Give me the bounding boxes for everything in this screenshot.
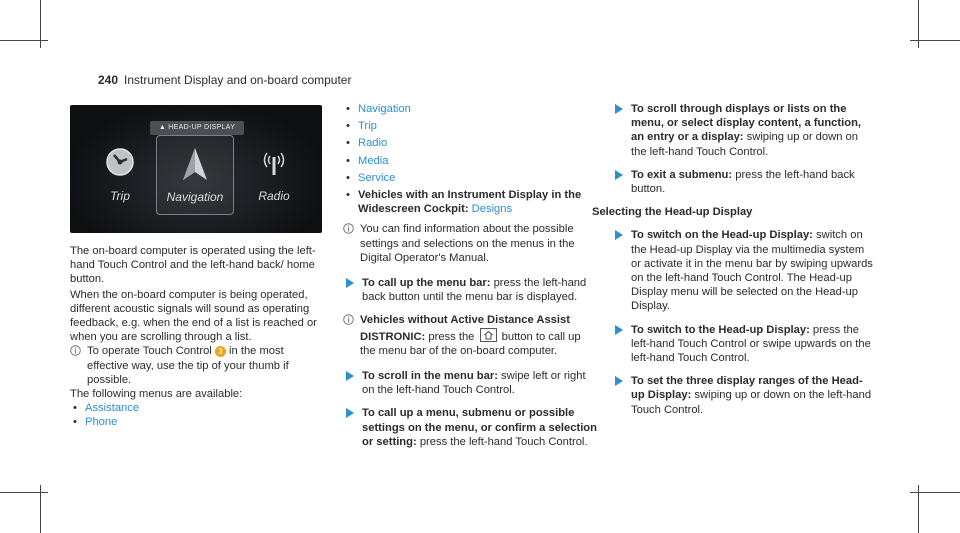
column-2 <box>343 102 599 449</box>
tile-label: Radio <box>258 189 290 203</box>
tile-navigation <box>156 135 234 215</box>
page-number: 240 <box>98 73 119 87</box>
tile-label: Trip <box>110 189 130 203</box>
instruction-step <box>343 369 599 397</box>
step-text: press the left-hand back button until the menu bar is displayed. <box>362 277 587 304</box>
note <box>343 313 599 358</box>
crop-mark <box>910 492 960 493</box>
step-title: To call up the menu bar: <box>362 277 491 290</box>
instruction-step <box>612 323 874 366</box>
paragraph: The on-board computer is operated using the left-hand Touch Control and the left-hand back/ home button. <box>70 245 316 286</box>
step-text: swipe left or right on the left-hand Touch Control. <box>362 370 586 397</box>
step-arrow-icon <box>615 230 623 240</box>
instruction-step <box>343 406 599 449</box>
menu-link-radio[interactable]: Radio <box>358 137 388 150</box>
touch-control-badge: 3 <box>215 346 226 357</box>
step-arrow-icon <box>615 170 623 180</box>
step-arrow-icon <box>346 371 354 381</box>
crop-mark <box>0 492 48 493</box>
menu-link-phone[interactable]: Phone <box>85 416 118 429</box>
menu-link-service[interactable]: Service <box>358 171 396 184</box>
step-text: switch on the Head-up Display via the multimedia system or activate it in the menu bar by swiping upwards on the left-hand Touch Control. The Head-up Display menu will be selected on the Head-up Display. <box>631 229 873 313</box>
tile-label: Navigation <box>166 190 224 204</box>
note-text: press the <box>428 330 475 343</box>
note-text: button to call up the menu bar of the on-board computer. <box>360 330 581 357</box>
trip-icon <box>103 145 137 179</box>
tile-trip <box>82 135 158 213</box>
list-item <box>343 102 599 116</box>
step-arrow-icon <box>615 325 623 335</box>
list-item <box>70 415 328 429</box>
menu-link-designs[interactable]: Designs <box>471 203 513 216</box>
list-item <box>343 119 599 133</box>
step-title: To call up a menu, submenu or possible settings on the menu, or confirm a selection or setting: <box>362 407 597 448</box>
note-text: in the most effective way, use the tip of your thumb if possible. <box>87 345 289 386</box>
column-3 <box>592 102 874 417</box>
note-text: To operate Touch Control <box>87 345 212 358</box>
step-title: To scroll in the menu bar: <box>362 370 498 383</box>
step-title: To set the three display ranges of the Head-up Display: <box>631 375 863 402</box>
crop-mark <box>910 40 960 41</box>
step-title: To switch on the Head-up Display: <box>631 229 813 242</box>
page-title: Instrument Display and on-board computer <box>124 73 352 87</box>
note-text: You can find information about the possible settings and selections on the menus in the Digital Operator's Manual. <box>360 223 575 264</box>
instruction-step <box>612 168 874 196</box>
column-1 <box>70 244 328 430</box>
info-icon <box>70 345 81 356</box>
note <box>343 222 599 265</box>
note-title: Vehicles without Active Distance Assist DISTRONIC: <box>360 314 570 343</box>
menu-link-navigation[interactable]: Navigation <box>358 103 411 115</box>
step-title: To scroll through displays or lists on the menu, or select display content, a function, an entry or a display: <box>631 103 862 144</box>
list-item <box>343 136 599 150</box>
info-icon <box>343 314 354 325</box>
info-icon <box>343 223 354 234</box>
menu-link-media[interactable]: Media <box>358 154 389 167</box>
page-header <box>98 73 351 87</box>
step-arrow-icon <box>615 104 623 114</box>
paragraph: The following menus are available: <box>70 388 243 401</box>
step-arrow-icon <box>346 278 354 288</box>
instruction-step <box>612 374 874 417</box>
tile-radio <box>236 135 312 213</box>
step-text: press the left-hand Touch Control or swipe upwards on the left-hand Touch Control. <box>631 323 871 365</box>
section-heading: Selecting the Head-up Display <box>592 206 753 219</box>
instruction-step <box>612 102 874 159</box>
vehicles-label: Vehicles with an Instrument Display in the Widescreen Cockpit: <box>358 189 582 216</box>
step-text: press the left-hand Touch Control. <box>419 435 588 448</box>
crop-mark <box>0 40 48 41</box>
list-item <box>70 401 328 415</box>
list-item <box>343 188 599 216</box>
head-up-display-screenshot <box>70 105 322 233</box>
instruction-step <box>343 276 599 304</box>
step-arrow-icon <box>615 376 623 386</box>
note <box>70 344 328 387</box>
step-text: press the left-hand back button. <box>631 168 855 196</box>
step-title: To switch to the Head-up Display: <box>631 323 810 336</box>
step-text: swiping up or down on the left-hand Touch Control. <box>631 389 872 416</box>
list-item <box>343 154 599 168</box>
paragraph: When the on-board computer is being operated, different acoustic signals will sound as operating feedback, e.g. when the end of a list is reached or when you are scrolling through a list. <box>70 288 317 344</box>
menu-link-assistance[interactable]: Assistance <box>85 402 140 415</box>
list-item <box>343 171 599 185</box>
menu-link-trip[interactable]: Trip <box>358 120 377 133</box>
navigation-icon <box>180 146 210 184</box>
instruction-step <box>612 228 874 313</box>
hud-menu-bar: ▲ HEAD-UP DISPLAY <box>150 121 244 135</box>
hud-label: HEAD-UP DISPLAY <box>168 124 236 131</box>
step-arrow-icon <box>346 408 354 418</box>
radio-icon <box>257 145 291 179</box>
home-icon <box>480 328 497 342</box>
step-text: swiping up or down on the left-hand Touch Control. <box>631 131 858 158</box>
step-title: To exit a submenu: <box>631 168 733 181</box>
